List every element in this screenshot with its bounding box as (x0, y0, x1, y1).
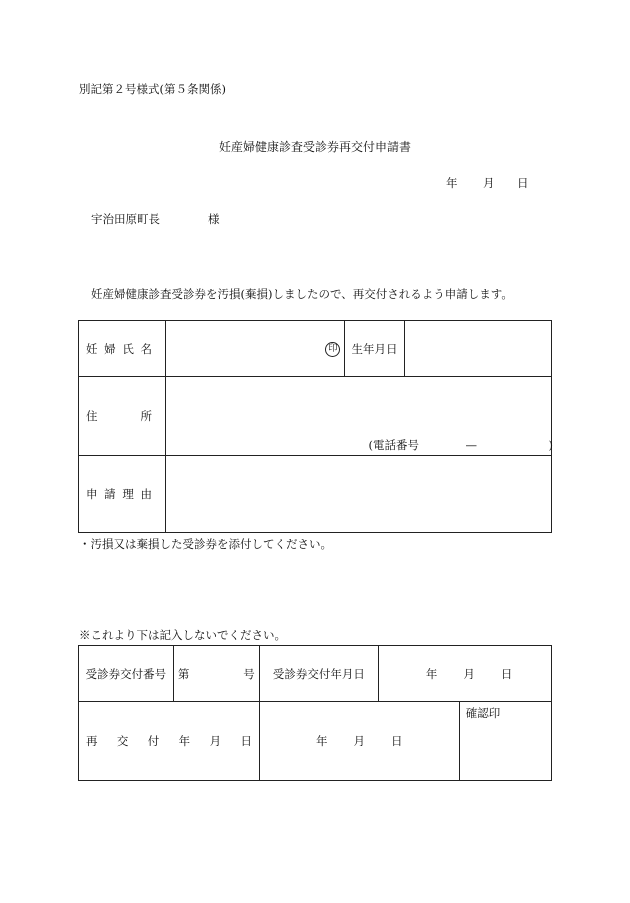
application-table (78, 320, 552, 533)
name-label-char: 名 (140, 341, 152, 356)
ticket-dai: 第 (177, 666, 190, 681)
page-title: 妊産婦健康診査受診券再交付申請書 (218, 140, 411, 154)
reissue-day: 日 (240, 734, 252, 748)
issue-date-field[interactable] (379, 646, 552, 702)
name-field[interactable] (166, 321, 345, 377)
issue-date-label: 受診券交付年月日 (259, 646, 378, 702)
reason-label-char: 請 (104, 487, 116, 501)
date-year: 年 (446, 176, 458, 190)
addressee-honorific: 様 (208, 212, 220, 226)
name-label-char: 妊 (86, 341, 98, 356)
seal-icon: 印 (325, 342, 340, 357)
addressee (91, 211, 220, 227)
name-label-char: 婦 (104, 341, 116, 356)
reissue-date-and-confirm (259, 702, 551, 781)
reissue-label-cell (79, 702, 260, 781)
ticket-gou: 号 (243, 666, 255, 681)
address-label-char: 住 (86, 409, 98, 423)
reason-label (79, 456, 166, 533)
reissue-char: 再 (86, 734, 98, 748)
reissue-date-year: 年 (315, 734, 328, 748)
reason-label-char: 申 (86, 487, 98, 501)
phone-close: ) (548, 438, 553, 452)
statement: 妊産婦健康診査受診券を汚損(棄損)しましたので、再交付されるよう申請します。 (91, 287, 513, 301)
form-id: 別記第２号様式(第５条関係) (79, 82, 226, 96)
phone-number (368, 437, 553, 453)
attach-note: ・汚損又は棄損した受診券を添付してください。 (79, 537, 332, 551)
reissue-month: 月 (209, 734, 222, 748)
reissue-date-field[interactable] (260, 702, 460, 780)
reissue-char: 付 (147, 734, 160, 748)
phone-label: (電話番号 (368, 438, 419, 452)
date-month: 月 (483, 176, 495, 190)
name-label-char: 氏 (122, 341, 134, 356)
submission-date (446, 175, 529, 191)
reason-label-char: 理 (122, 487, 134, 501)
reissue-date-day: 日 (390, 734, 403, 748)
ticket-number-field[interactable] (173, 646, 259, 702)
address-field[interactable] (166, 377, 552, 456)
reason-field[interactable] (166, 456, 552, 533)
issue-day: 日 (500, 666, 513, 681)
addressee-name: 宇治田原町長 (91, 212, 160, 226)
issue-month: 月 (463, 666, 475, 681)
name-label (79, 321, 166, 377)
address-label-char: 所 (140, 409, 152, 423)
reissue-char: 交 (116, 734, 129, 748)
phone-dash: — (465, 438, 477, 452)
date-day: 日 (517, 176, 529, 190)
ticket-number-label: 受診券交付番号 (79, 646, 174, 702)
address-label (79, 377, 166, 456)
reason-label-char: 由 (140, 487, 152, 501)
office-use-note: ※これより下は記入しないでください。 (79, 628, 286, 642)
issue-year: 年 (425, 666, 438, 681)
birthdate-field[interactable] (404, 321, 551, 377)
confirm-seal-field[interactable] (460, 702, 551, 780)
birthdate-label: 生年月日 (345, 321, 404, 377)
reissue-year: 年 (178, 734, 191, 748)
office-use-table (78, 645, 552, 781)
reissue-date-month: 月 (353, 734, 365, 748)
confirm-label: 確認印 (465, 706, 501, 720)
